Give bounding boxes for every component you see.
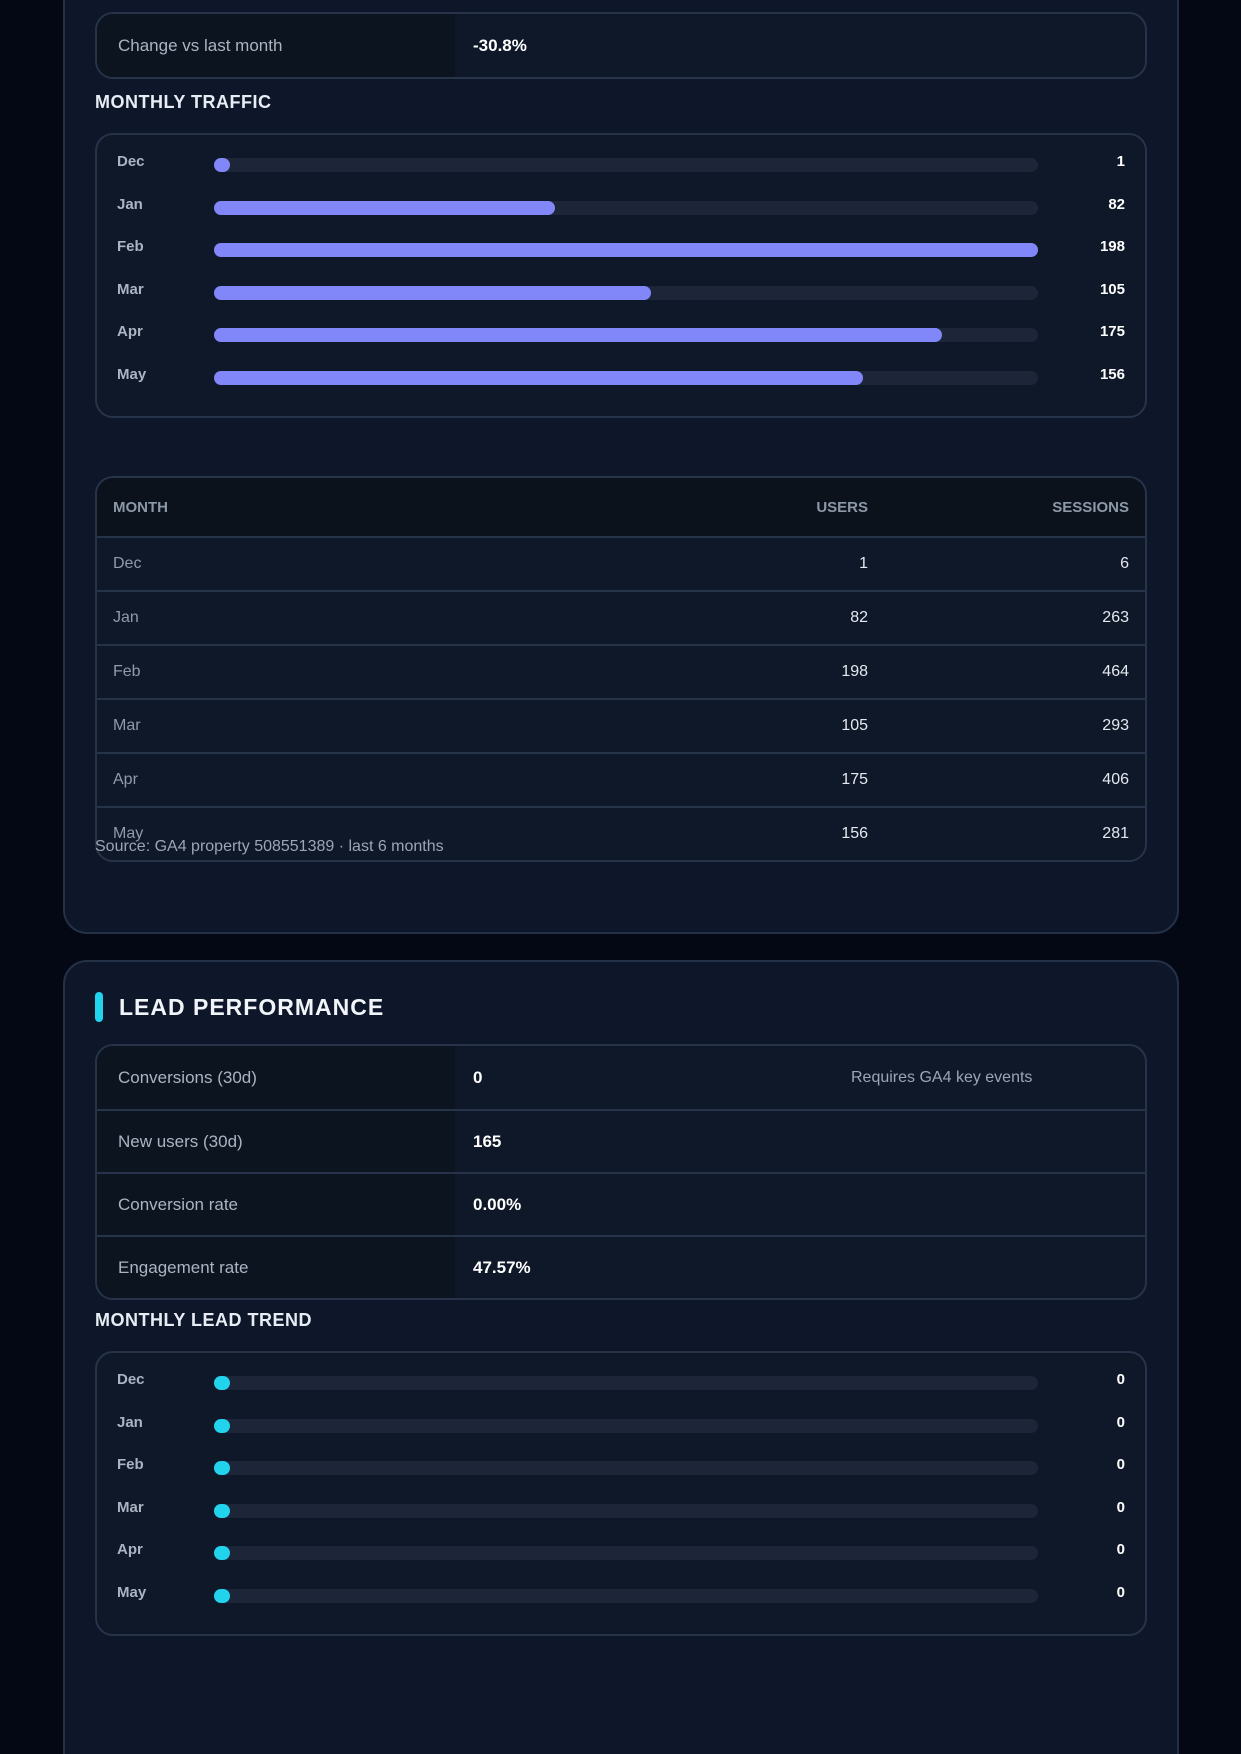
metric-label: Conversions (30d)	[97, 1046, 455, 1109]
bar-value: 82	[1108, 195, 1125, 213]
bar-row	[97, 1499, 1145, 1519]
section-accent-bar	[95, 992, 103, 1022]
cell-users: 198	[841, 663, 869, 680]
bar-fill	[214, 286, 651, 300]
bar-fill	[214, 1419, 230, 1433]
metric-row-engagement-rate	[97, 1235, 1145, 1298]
metric-value: 0	[473, 1067, 483, 1087]
summary-value: -30.8%	[473, 35, 527, 55]
bar-fill	[214, 1589, 230, 1603]
cell-sessions: 293	[1102, 717, 1129, 734]
bar-row	[97, 1414, 1145, 1434]
bar-row	[97, 238, 1145, 258]
column-header-users: USERS	[816, 498, 869, 516]
table-row	[97, 698, 1145, 752]
cell-sessions: 281	[1102, 825, 1129, 842]
metric-label: Conversion rate	[97, 1174, 455, 1235]
bar-fill	[214, 243, 1038, 257]
metric-label: New users (30d)	[97, 1111, 455, 1172]
bar-track	[214, 158, 1038, 172]
metric-row-new-users	[97, 1109, 1145, 1172]
lead-performance-title: LEAD PERFORMANCE	[119, 993, 385, 1020]
column-header-sessions: SESSIONS	[1052, 498, 1129, 516]
bar-track	[214, 1461, 1038, 1475]
bar-label: May	[117, 365, 147, 383]
source-note: Source: GA4 property 508551389 · last 6 months	[95, 838, 444, 855]
cell-sessions: 464	[1102, 663, 1129, 680]
cell-users: 1	[859, 555, 869, 572]
cell-month: May	[113, 825, 144, 842]
bar-row	[97, 1371, 1145, 1391]
bar-track	[214, 201, 1038, 215]
bar-label: Apr	[117, 1541, 143, 1558]
bar-label: Feb	[117, 238, 144, 255]
cell-month: Mar	[113, 717, 141, 734]
bar-track	[214, 1504, 1038, 1518]
cell-month: Jan	[113, 609, 139, 626]
lead-metrics-table	[95, 1044, 1147, 1300]
lead-performance-header	[95, 992, 384, 1022]
monthly-traffic-bars	[95, 133, 1147, 418]
metric-value: 165	[473, 1131, 502, 1151]
bar-track	[214, 1546, 1038, 1560]
table-row	[97, 752, 1145, 806]
traffic-card	[63, 0, 1179, 934]
cell-users: 175	[841, 771, 869, 788]
cell-sessions: 6	[1120, 555, 1129, 572]
traffic-summary-table	[95, 12, 1147, 79]
summary-label: Change vs last month	[97, 14, 455, 77]
table-row	[97, 590, 1145, 644]
metric-row-conversions	[97, 1046, 1145, 1109]
bar-value: 1	[1116, 153, 1125, 170]
bar-label: Jan	[117, 195, 143, 213]
bar-track	[214, 371, 1038, 385]
bar-label: Mar	[117, 280, 144, 298]
bar-fill	[214, 1504, 230, 1518]
bar-label: Mar	[117, 1498, 144, 1516]
bar-track	[214, 243, 1038, 257]
bar-track	[214, 286, 1038, 300]
bar-row	[97, 281, 1145, 301]
bar-row	[97, 323, 1145, 343]
cell-users: 82	[850, 609, 869, 626]
bar-value: 0	[1116, 1541, 1125, 1558]
bar-row	[97, 1456, 1145, 1476]
bar-fill	[214, 1546, 230, 1560]
bar-label: Apr	[117, 323, 143, 340]
bar-fill	[214, 201, 555, 215]
bar-value: 198	[1099, 238, 1125, 255]
bar-value: 156	[1099, 365, 1125, 383]
bar-value: 105	[1099, 280, 1125, 298]
cell-sessions: 406	[1102, 771, 1129, 788]
bar-fill	[214, 1376, 230, 1390]
bar-track	[214, 1419, 1038, 1433]
metric-label: Engagement rate	[97, 1237, 455, 1298]
bar-track	[214, 1376, 1038, 1390]
cell-sessions: 263	[1102, 609, 1129, 626]
bar-value: 0	[1116, 1583, 1125, 1601]
bar-row	[97, 1541, 1145, 1561]
metric-value: 47.57%	[473, 1257, 531, 1277]
metric-note: Requires GA4 key events	[851, 1068, 1033, 1086]
bar-value: 0	[1116, 1413, 1125, 1431]
lead-performance-card	[63, 960, 1179, 1754]
table-header	[97, 478, 1145, 536]
bar-value: 0	[1116, 1498, 1125, 1516]
column-header-month: MONTH	[113, 498, 168, 516]
cell-users: 156	[841, 825, 869, 842]
bar-label: Dec	[117, 153, 145, 170]
bar-fill	[214, 1461, 230, 1475]
bar-value: 0	[1116, 1371, 1125, 1388]
bar-track	[214, 328, 1038, 342]
bar-row	[97, 153, 1145, 173]
bar-label: Feb	[117, 1456, 144, 1473]
bar-fill	[214, 158, 230, 172]
cell-month: Feb	[113, 663, 141, 680]
cell-users: 105	[841, 717, 869, 734]
table-row	[97, 536, 1145, 590]
cell-month: Apr	[113, 771, 138, 788]
bar-label: Jan	[117, 1413, 143, 1431]
traffic-table	[95, 476, 1147, 862]
monthly-lead-trend-bars	[95, 1351, 1147, 1636]
bar-track	[214, 1589, 1038, 1603]
bar-row	[97, 366, 1145, 386]
table-row	[97, 644, 1145, 698]
bar-value: 175	[1099, 323, 1125, 340]
bar-label: May	[117, 1583, 147, 1601]
metric-value: 0.00%	[473, 1194, 522, 1214]
bar-row	[97, 196, 1145, 216]
monthly-traffic-title: MONTHLY TRAFFIC	[95, 92, 272, 112]
bar-row	[97, 1584, 1145, 1604]
bar-value: 0	[1116, 1456, 1125, 1473]
bar-fill	[214, 328, 942, 342]
metric-row-conversion-rate	[97, 1172, 1145, 1235]
monthly-lead-trend-title: MONTHLY LEAD TREND	[95, 1310, 313, 1330]
summary-row-change	[97, 14, 1145, 77]
cell-month: Dec	[113, 555, 142, 572]
bar-label: Dec	[117, 1371, 145, 1388]
bar-fill	[214, 371, 863, 385]
